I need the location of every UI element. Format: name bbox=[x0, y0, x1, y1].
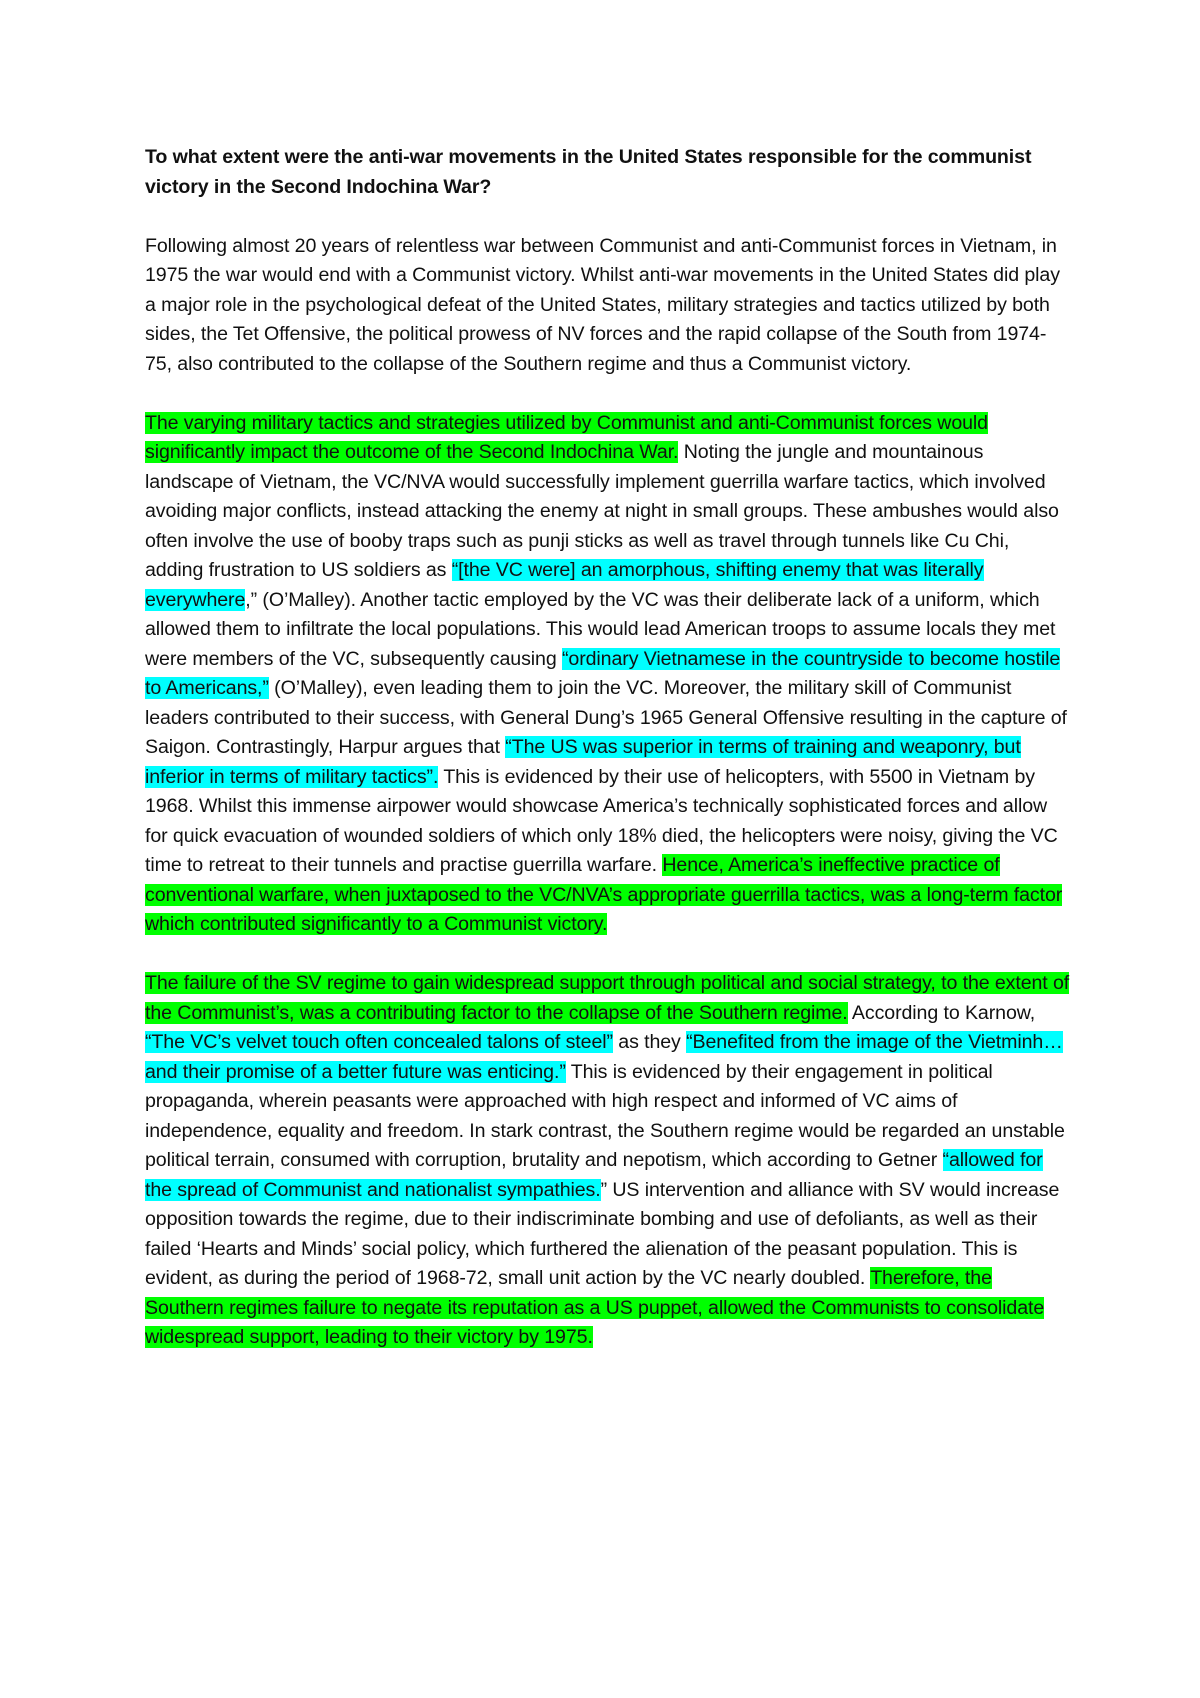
body-text: This is evidenced by their engagement in political propaganda, wherein peasants were approached with high respect and informed of VC aims of independence, equality and freedom. In stark contrast, the Southern regime would be regarded an unstable political terrain, consumed with corruption, brutality and nepotism, which according to Getner bbox=[145, 1060, 1065, 1171]
quote-highlight: “The VC’s velvet touch often concealed talons of steel” bbox=[145, 1031, 613, 1053]
quote-highlight: “The US was superior in terms of training and weaponry, but inferior in terms of military tactics”. bbox=[145, 736, 1021, 788]
body-paragraph-1 bbox=[145, 409, 1070, 940]
body-text: This is evidenced by their use of helicopters, with 5500 in Vietnam by 1968. Whilst this immense airpower would showcase America’s technically sophisticated forces and allow for quick evacuation of wounded soldiers of which only 18% died, the helicopters were noisy, giving the VC time to retreat to their tunnels and practise guerrilla warfare. bbox=[145, 765, 1058, 876]
conclusion-highlight: Therefore, the Southern regimes failure to negate its reputation as a US puppet, allowed the Communists to consolidate widespread support, leading to their victory by 1975. bbox=[145, 1267, 1045, 1348]
document-page bbox=[145, 143, 1070, 1382]
quote-highlight: “Benefited from the image of the Vietminh… and their promise of a better future was enticing.” bbox=[145, 1031, 1063, 1083]
topic-sentence-highlight: The varying military tactics and strategies utilized by Communist and anti-Communist forces would significantly impact the outcome of the Second Indochina War. bbox=[145, 411, 988, 463]
body-text: Noting the jungle and mountainous landscape of Vietnam, the VC/NVA would successfully implement guerrilla warfare tactics, which involved avoiding major conflicts, instead attacking the enemy at night in small groups. These ambushes would also often involve the use of booby traps such as punji sticks as well as travel through tunnels like Cu Chi, adding frustration to US soldiers as bbox=[145, 441, 1059, 581]
topic-sentence-highlight: The failure of the SV regime to gain widespread support through political and social strategy, to the extent of the Communist’s, was a contributing factor to the collapse of the Southern regime. bbox=[145, 972, 1070, 1024]
body-text: (O’Malley), even leading them to join the VC. Moreover, the military skill of Communist leaders contributed to their success, with General Dung’s 1965 General Offensive resulting in the capture of Saigon. Contrastingly, Harpur argues that bbox=[145, 677, 1067, 758]
quote-highlight: “allowed for the spread of Communist and nationalist sympathies. bbox=[145, 1149, 1043, 1201]
quote-highlight: “[the VC were] an amorphous, shifting enemy that was literally everywhere bbox=[145, 559, 984, 611]
body-text: According to Karnow, bbox=[847, 1001, 1036, 1024]
essay-title: To what extent were the anti-war movements in the United States responsible for the communist victory in the Second Indochina War? bbox=[145, 146, 1032, 198]
body-paragraph-2 bbox=[145, 969, 1070, 1353]
intro-paragraph: Following almost 20 years of relentless war between Communist and anti-Communist forces in Vietnam, in 1975 the war would end with a Communist victory. Whilst anti-war movements in the United States did play a major role in the psychological defeat of the United States, military strategies and tactics utilized by both sides, the Tet Offensive, the political prowess of NV forces and the rapid collapse of the South from 1974-75, also contributed to the collapse of the Southern regime and thus a Communist victory. bbox=[145, 234, 1060, 375]
body-text: as they bbox=[612, 1031, 687, 1053]
conclusion-highlight: Hence, America’s ineffective practice of conventional warfare, when juxtaposed to the VC/NVA’s appropriate guerrilla tactics, was a long-term factor which contributed significantly to a Communist victory. bbox=[145, 854, 1063, 935]
body-text: ,” (O’Malley). Another tactic employed by the VC was their deliberate lack of a uniform, which allowed them to infiltrate the local populations. This would lead American troops to assume locals they met were members of the VC, subsequently causing bbox=[145, 588, 1056, 670]
body-text: ” US intervention and alliance with SV would increase opposition towards the regime, due to their indiscriminate bombing and use of defoliants, as well as their failed ‘Hearts and Minds’ social policy, which furthered the alienation of the peasant population. This is evident, as during the period of 1968-72, small unit action by the VC nearly doubled. bbox=[145, 1178, 1060, 1289]
quote-highlight: “ordinary Vietnamese in the countryside to become hostile to Americans,” bbox=[145, 647, 1061, 699]
